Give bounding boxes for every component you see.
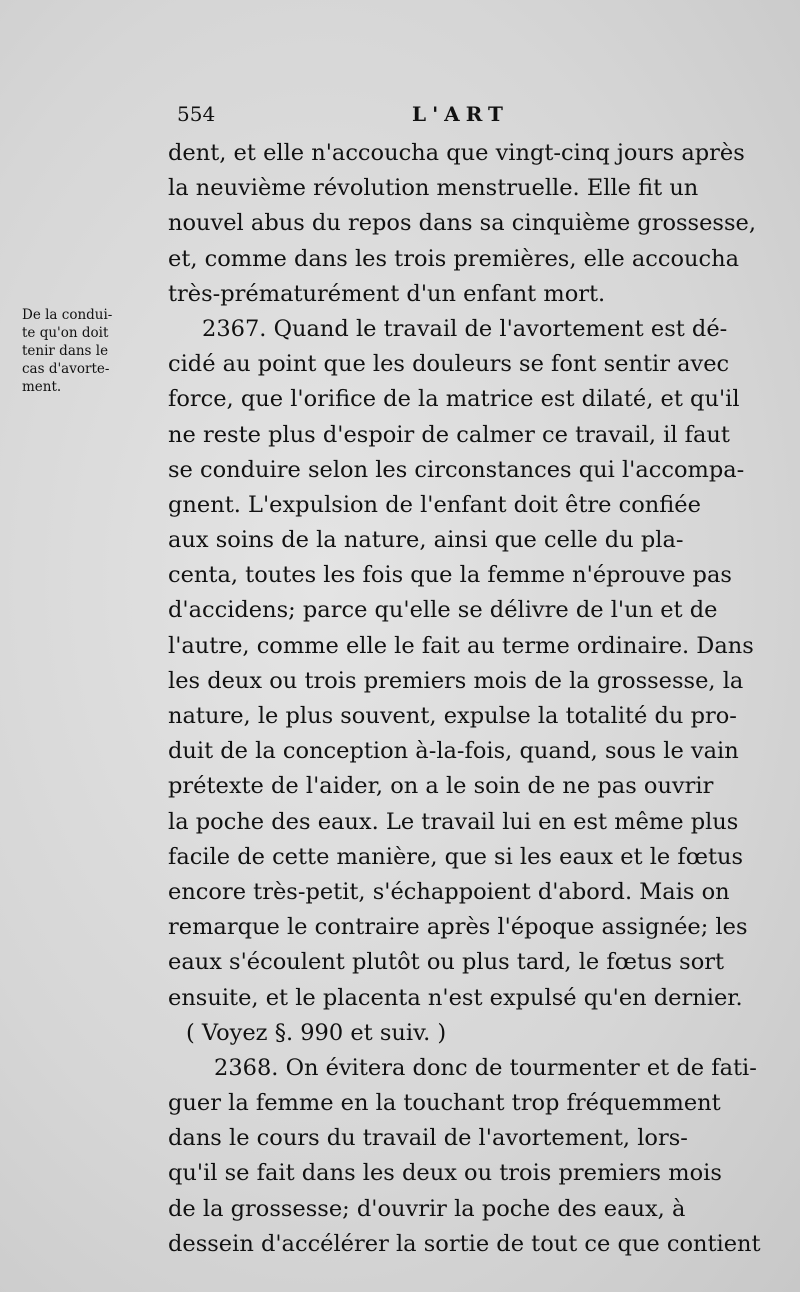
text-line: 2368. On évitera donc de tourmenter et de fati- [214, 1054, 757, 1081]
text-line: de la grossesse; d'ouvrir la poche des eaux, à [168, 1195, 686, 1222]
running-title: L'ART [412, 102, 509, 126]
text-line: qu'il se fait dans les deux ou trois premiers mois [168, 1160, 722, 1187]
text-line: cidé au point que les douleurs se font sentir avec [168, 351, 730, 378]
text-line: la neuvième révolution menstruelle. Elle fit un [168, 175, 699, 202]
text-line: nature, le plus souvent, expulse la totalité du pro- [168, 703, 737, 729]
text-line: l'autre, comme elle le fait au terme ordinaire. Dans [168, 632, 754, 659]
text-line: la poche des eaux. Le travail lui en est même plus [168, 808, 739, 835]
text-line: d'accidens; parce qu'elle se délivre de l'un et de [168, 597, 718, 624]
text-line: ( Voyez §. 990 et suiv. ) [186, 1019, 447, 1046]
text-line: les deux ou trois premiers mois de la grossesse, la [168, 667, 744, 694]
text-line: ne reste plus d'espoir de calmer ce travail, il faut [168, 421, 730, 448]
text-line: dent, et elle n'accoucha que vingt-cinq jours après [168, 140, 745, 166]
text-line: aux soins de la nature, ainsi que celle du pla- [168, 527, 684, 554]
text-line: 2367. Quand le travail de l'avortement est dé- [202, 315, 728, 342]
margin-note: De la condui- te qu'on doit tenir dans le cas d'avorte- ment. [22, 307, 113, 395]
text-line: force, que l'orifice de la matrice est dilaté, et qu'il [168, 386, 740, 413]
text-line: centa, toutes les fois que la femme n'éprouve pas [168, 562, 732, 589]
text-line: guer la femme en la touchant trop fréquemment [168, 1090, 721, 1117]
page-number: 554 [177, 102, 216, 126]
text-line: duit de la conception à-la-fois, quand, sous le vain [168, 738, 739, 765]
text-line: dans le cours du travail de l'avortement, lors- [168, 1125, 688, 1152]
text-line: encore très-petit, s'échappoient d'abord. Mais on [168, 878, 730, 905]
text-line: et, comme dans les trois premières, elle accoucha [168, 245, 739, 272]
text-line: prétexte de l'aider, on a le soin de ne pas ouvrir [168, 773, 714, 800]
text-line: remarque le contraire après l'époque assignée; les [168, 914, 748, 941]
page-header [172, 102, 732, 132]
text-line: nouvel abus du repos dans sa cinquième grossesse, [168, 210, 756, 237]
text-line: eaux s'écoulent plutôt ou plus tard, le fœtus sort [168, 949, 725, 976]
text-line: se conduire selon les circonstances qui l'accompa- [168, 456, 745, 483]
text-line: très-prématurément d'un enfant mort. [168, 280, 606, 307]
body-text [168, 136, 768, 1262]
text-line: ensuite, et le placenta n'est expulsé qu'en dernier. [168, 984, 743, 1011]
text-line: dessein d'accélérer la sortie de tout ce que contient [168, 1230, 761, 1257]
text-line: gnent. L'expulsion de l'enfant doit être confiée [168, 491, 701, 518]
text-line: facile de cette manière, que si les eaux et le fœtus [168, 843, 744, 870]
